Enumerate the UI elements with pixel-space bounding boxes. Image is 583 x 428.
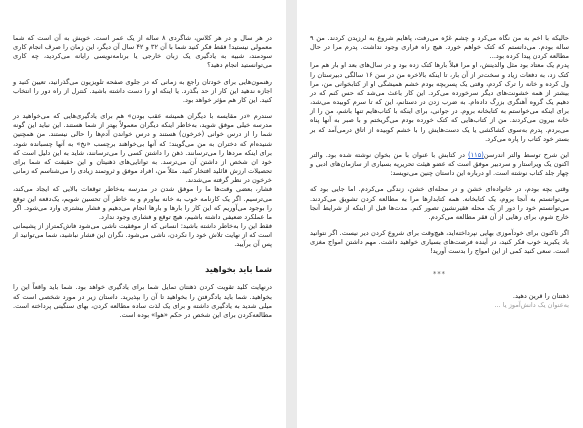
paragraph: درنهایت کلید تقویت کردن ذهنتان تمایل شما برای یادگیری خواهد بود. شما باید واقعاً این را بخواهید. شما باید یادگرفتن را بخواهید تا آن را بپذیرید. داستان زیر در مورد شخصی است که میلی شدید به یادگیری داشته و برای یک لذت ساده مطالعه کردن، بهای سنگینی پرداخته است. مطالعه‌کردن برای این شخص در حکم «هوا» بوده است.: [13, 283, 272, 319]
paragraph: سندرم «در مقایسه با دیگران همیشه عقب بودن» هم برای یادگیری‌هایی که می‌خواهید در مدرسه خیلی موفق شوید، به‌خاطر اینکه دیگران معمولاً بهتر از شما هستند. این نباید این گونه شما را از درس خوانی (خرخون) هستند و درس خواندن آدم‌ها را حالی نیستند. من همچنین شنیده‌ام که دختران به من می‌گویند: که آنها بی‌خواهند ‌برچسب «نخ» به آنها چسبانده شود، برای اینکه مردها را می‌ترسانند. ذهن را داشتن کسی را می‌ترسانند، شاید به این دلیل است که خود ان شخص از داشتن آن می‌ترسد. به توانایی‌های ذهنیتان و این حقیقت که شما برای تحصیلات ارزش قائلید افتخار کنید. مثلاً من، افراد موفق و ثروتمند زیادی را می‌شناسم که زمانی خرخون در نظر گرفته می‌شدند.: [13, 112, 272, 185]
paragraph: پدرم یک معتاد بود مثل والدینش، او مرا قبلاً بارها کتک زده بود و در سال‌های بعد او بار هم مرا کتک زد، به دفعات زیاد و سخت‌تر از آن بار، تا اینکه بالاخره من در سن ۱۶ سالگی دبیرستان را ول کرده و خانه را ترک کردم، وقتی یک پسربچه بودم خشم همیشگی او از کتابخوانی من، مرا بیشتر از همه خشونت‌های دیگر سرخورده می‌کرد. این کار باعث می‌شد که حس کنم که در دهیم یک گروه آهنگری بزرگ داده‌ام. به ضرب زدن در دستانم، این که تا سرم کوبیده می‌شد، برای اینکه می‌خواستم به کتابخانه بروم. در جوانی، برای اینکه با کتاب‌هایم تنها باشم، من را از خانه بیرون می‌کردند. من از کتاب‌هایی که کتک خورده بودم می‌گریختم و با صبر به آنها پناه می‌بردم. پدرم به‌سوی کشاکشی یا یک دست‌هایش را با خشم کوبیده از اتاق درمی‌آمد که بر بستر خود کتاب را پاره می‌کرد.: [310, 61, 570, 143]
paragraph-cut-off: به‌عنوان یک دانش‌آموز یا ...: [494, 300, 569, 309]
left-page: [0, 0, 286, 428]
paragraph-text-end: در کتابش با عنوان با من بخوان نوشته شده بود. والتر اکنون یک ویراستار و سردبیر موفق است که عضو هیئت تحریریه بسیاری از سازمان‌های ادبی و چهار جلد کتاب نوشته است. او درباره این داستان چنین می‌نویسد:: [310, 150, 569, 178]
paragraph: حالیکه با اخم به من نگاه می‌کرد و چشم غرّه می‌رفت، پاهایم شروع به لرزیدن کردند. من ۹ ساله بودم. می‌دانستم که کتک خواهم خورد. هیچ راه فراری وجود نداشت. پدرم مرا در حال مطالعه کردن پیدا کرده بود...: [310, 34, 569, 61]
right-page: [297, 0, 583, 428]
paragraph: وقتی بچه بودم، در خانواده‌ای خشن و در محله‌ای خشن، زندگی می‌کردم. اما جایی بود که می‌توانستم به آنجا بروم، یک کتابخانه. همه کتابدارها مرا به مطالعه کردن تشویق می‌کردند. می‌توانستم خود را دور از یک محله فقیرنشین تصور کنم. مدت‌ها قبل از اینکه از شرایط آنجا خارج شوم، برای رهایی از آن فقر مطالعه می‌کردم.: [310, 185, 569, 221]
paragraph: فشار، بعضی وقت‌ها ما را موفق شدن در مدرسه به‌خاطر توقعات بالایی که ایجاد می‌کند، می‌ترسیم. اگر یک کارنامه خوب به خانه بیاورم و به خاطر آن تحسین شویم، یک‌دفعه این توقع را بوجود می‌آوریم که این کار را بارها و بارها انجام می‌دهیم و فشار بیشتری وارد می‌شود. اگر ما عملکرد ضعیفی داشته باشیم، هیچ توقع و فشاری وجود ندارد.: [13, 185, 272, 221]
section-heading: شما باید بخواهید: [205, 264, 272, 275]
left-page-text: [13, 34, 272, 320]
footnote-link[interactable]: (۱۱۵): [468, 150, 484, 159]
paragraph-text-start: این شرح توسط والتر اندرسن: [483, 150, 569, 159]
paragraph: اگر تاکنون برای خودآموزی بهایی نپرداخته‌اید، هیچ‌وقت برای شروع کردن دیر نیست. اگر نتوانید باد یکبرید خوب فکر کنید، در آینده فرصت‌های بسیاری خواهید داشت. مهم داشتن امواج مغزی است. سعی کنید کمی از این امواج را بدست آورید!: [310, 228, 569, 256]
section-separator: ***: [433, 270, 446, 279]
page-gutter: [286, 0, 297, 428]
paragraph: در هر سال و در هر کلاس، شاگردی ۸ ساله از یک عمر است. خویش به آن است که شما معمولی نیستید! فقط فکر کنید شما با آن ۳۲ و ۴۲ سال آن دیگر، این زمان را صرف انجام کاری سودمند، شبیه به یادگیری یک زبان خارجی یا برنامه‌نویسی رایانه می‌کردید، چه کاری می‌توانستید انجام دهید؟: [13, 34, 272, 70]
paragraph-with-footnote: [310, 151, 569, 178]
right-page-text: [310, 34, 569, 310]
paragraph: رهنمون‌هایی برای خودتان راجع به زمانی که در جلوی صفحه تلویزیون می‌گذرانید، تعیین کنید و اجازه ندهید این کار از حد بگذرد. یا اینکه او را دست داشته باشید. کنترل از راه دور را انتخاب کنید. این کار هم مؤثر خواهد بود.: [13, 77, 272, 104]
paragraph: ذهنتان را قرین دهید.: [512, 291, 569, 300]
paragraph: فقط این را به‌خاطر داشته باشید: انسانی که از موفقیت ناشی می‌شود فاش‌کمتراز از پشیمانی است که از نهایت تلاش خود را نکردن، ناشی می‌شود. نگران این فشار نباشید، شما می‌توانید از پس آن برآیید.: [13, 221, 272, 249]
